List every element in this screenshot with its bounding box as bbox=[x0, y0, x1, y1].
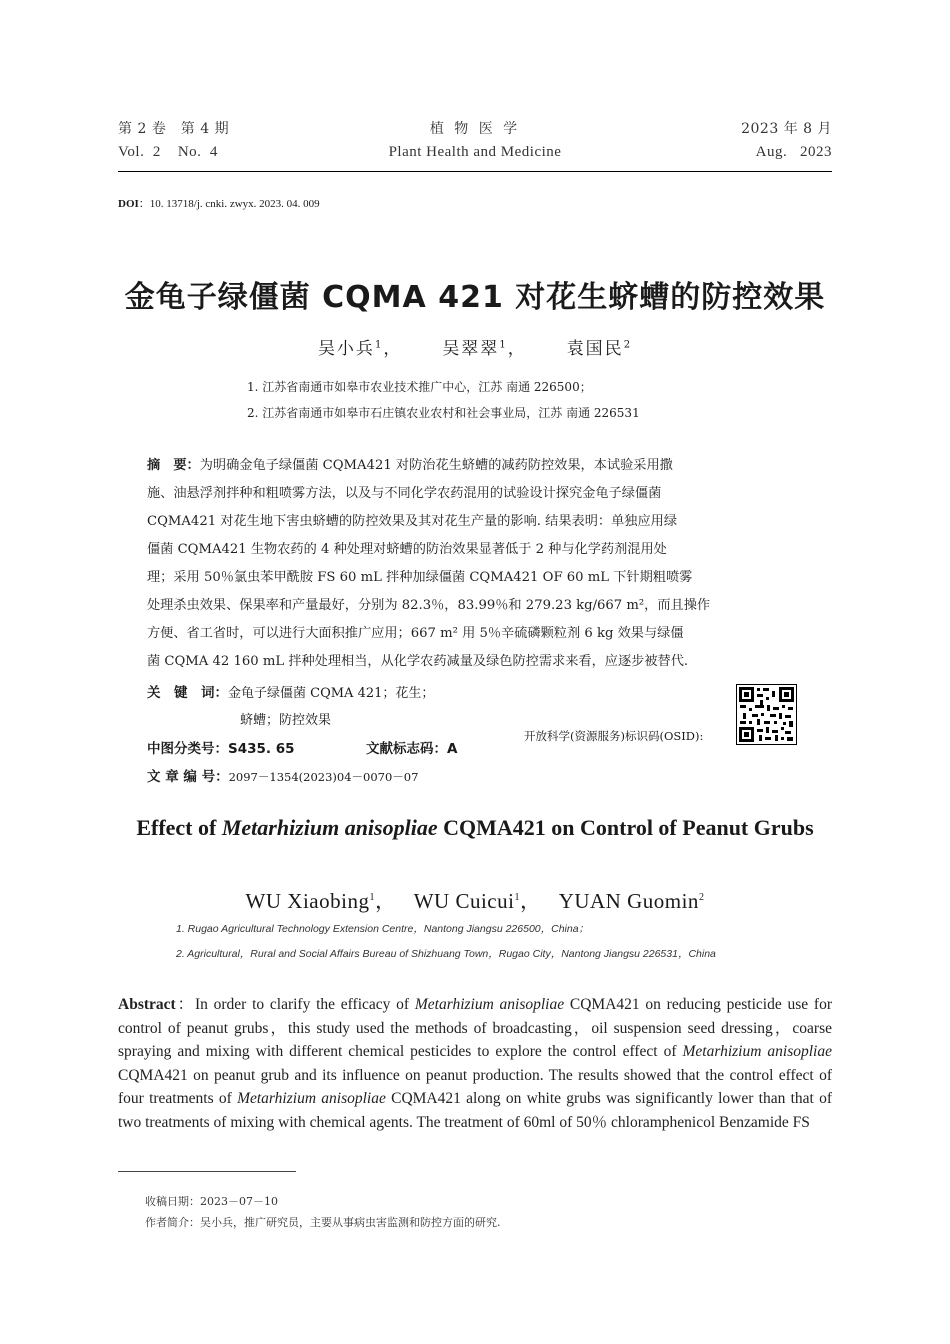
author-en-name: YUAN Guomin bbox=[558, 889, 699, 913]
author-en-sup: 1 bbox=[514, 892, 520, 903]
abstract-cn-line: 菌 CQMA 42 160 mL 拌种处理相当，从化学农药减量及绿色防控需求来看，应逐步被替代. bbox=[147, 654, 689, 669]
abstract-cn-line: 摘 要：为明确金龟子绿僵菌 CQMA421 对防治花生蛴螬的减药防控效果，本试验采用撒 bbox=[147, 458, 673, 473]
title-en-species: Metarhizium anisopliae bbox=[221, 815, 438, 840]
author-en-name: WU Xiaobing bbox=[245, 889, 370, 913]
author-cn-name: 袁国民 bbox=[566, 339, 624, 359]
clc-value: S435. 65 bbox=[228, 741, 295, 757]
author-en-sup: 2 bbox=[698, 892, 705, 903]
keywords-line1: 金龟子绿僵菌 CQMA 421；花生； bbox=[228, 686, 435, 701]
abstract-cn-line: 处理杀虫效果、保果率和产量最好，分别为 82.3％，83.99％和 279.23 kg/667 m²，而且操作 bbox=[147, 598, 711, 613]
title-cn: 金龟子绿僵菌 CQMA 421 对花生蛴螬的防控效果 bbox=[124, 280, 826, 315]
abstract-cn bbox=[147, 452, 802, 676]
abstract-cn-line: 理；采用 50％氯虫苯甲酰胺 FS 60 mL 拌种加绿僵菌 CQMA421 OF 60 mL 下针期粗喷雾 bbox=[147, 570, 693, 585]
header-date-cn: 2023 年 8 月 bbox=[741, 121, 832, 137]
clc bbox=[147, 737, 295, 757]
affiliation-en-2: 2. Agricultural，Rural and Social Affairs Bureau of Shizhuang Town，Rugao City，Nantong Jiangsu 226531，China bbox=[176, 948, 716, 960]
abstract-cn-line: 施、油悬浮剂拌种和粗喷雾方法，以及与不同化学农药混用的试验设计探究金龟子绿僵菌 bbox=[147, 486, 662, 501]
affiliation-cn-2: 2. 江苏省南通市如皋市石庄镇农业农村和社会事业局，江苏 南通 226531 bbox=[247, 406, 640, 420]
clc-label: 中图分类号： bbox=[147, 741, 228, 757]
header-date-en: Aug. 2023 bbox=[755, 144, 832, 160]
header-volume-en: Vol. 2 No. 4 bbox=[118, 144, 218, 160]
abstract-en: Abstract：In order to clarify the efficacy of Metarhizium anisopliae CQMA421 on reducing pesticide use for control of peanut grubs，this study used the methods of broadcasting，oil suspension seed dressing，coarse spraying and mixing with different chemical pesticides to explore the control effect of Metarhizium anisopliae CQMA421 on peanut grub and its influence on peanut production. The results showed that the control effect of four treatments of Metarhizium anisopliae CQMA421 along on white grubs was significantly lower than that of two treatments of mixing with chemical agents. The treatment of 60ml of 50％ chloramphenicol Benzamide FS bbox=[118, 996, 832, 1131]
osid-label: 开放科学(资源服务)标识码(OSID): bbox=[524, 729, 704, 743]
header-journal-en: Plant Health and Medicine bbox=[388, 144, 562, 160]
title-en: Effect of Metarhizium anisopliae CQMA421 on Control of Peanut Grubs bbox=[136, 815, 814, 840]
doi bbox=[118, 195, 320, 211]
abstract-cn-line: 方便、省工省时，可以进行大面积推广应用；667 m² 用 5％辛硫磷颗粒剂 6 kg 效果与绿僵 bbox=[147, 626, 684, 641]
doc-code-label: 文献标志码： bbox=[366, 741, 447, 757]
abstract-cn-line: CQMA421 对花生地下害虫蛴螬的防控效果及其对花生产量的影响. 结果表明：单独应用绿 bbox=[147, 514, 678, 529]
article-no-value: 2097－1354(2023)04－0070－07 bbox=[228, 770, 419, 784]
abstract-en-label: Abstract bbox=[118, 996, 176, 1013]
doc-code bbox=[366, 737, 457, 757]
authors-cn bbox=[0, 334, 950, 359]
header-journal-cn: 植 物 医 学 bbox=[429, 121, 521, 137]
affiliation-cn-1: 1. 江苏省南通市如皋市农业技术推广中心，江苏 南通 226500； bbox=[247, 380, 592, 394]
author-en-name: WU Cuicui bbox=[413, 889, 515, 913]
author-cn-sup: 2 bbox=[623, 339, 633, 351]
affiliation-en-1: 1. Rugao Agricultural Technology Extension Centre，Nantong Jiangsu 226500，China； bbox=[176, 923, 590, 935]
author-cn-sep: ， bbox=[507, 339, 527, 359]
doi-label: DOI bbox=[118, 198, 139, 210]
abstract-cn-label: 摘 要： bbox=[147, 458, 200, 473]
doi-value: ：10. 13718/j. cnki. zwyx. 2023. 04. 009 bbox=[138, 198, 320, 210]
header-rule bbox=[118, 171, 832, 172]
author-cn-sep: ， bbox=[383, 339, 403, 359]
keywords bbox=[147, 681, 434, 701]
footnote-author-bio: 作者简介：吴小兵，推广研究员，主要从事病虫害监测和防控方面的研究. bbox=[145, 1216, 501, 1229]
article-no bbox=[147, 765, 418, 785]
qr-code-icon bbox=[736, 684, 797, 745]
authors-en: WU Xiaobing$^1$， WU Cuicui$^1$， YUAN Guomin$^2$ bbox=[245, 889, 705, 913]
footnote-received: 收稿日期：2023－07－10 bbox=[145, 1195, 278, 1208]
author-cn-sup: 1 bbox=[499, 339, 508, 351]
keywords-line2: 蛴螬；防控效果 bbox=[240, 713, 332, 728]
author-en-sup: 1 bbox=[369, 892, 375, 903]
author-cn-name: 吴翠翠 bbox=[442, 339, 500, 359]
author-cn-name: 吴小兵 bbox=[317, 339, 375, 359]
doc-code-value: A bbox=[447, 741, 458, 757]
header-volume-cn: 第 2 卷 第 4 期 bbox=[118, 121, 230, 137]
article-no-label: 文 章 编 号： bbox=[147, 769, 229, 785]
keywords-label: 关 键 词： bbox=[147, 685, 228, 701]
abstract-cn-line: 僵菌 CQMA421 生物农药的 4 种处理对蛴螬的防治效果显著低于 2 种与化学药剂混用处 bbox=[147, 542, 667, 557]
author-cn-sup: 1 bbox=[374, 339, 384, 351]
footnote-rule bbox=[118, 1171, 296, 1172]
